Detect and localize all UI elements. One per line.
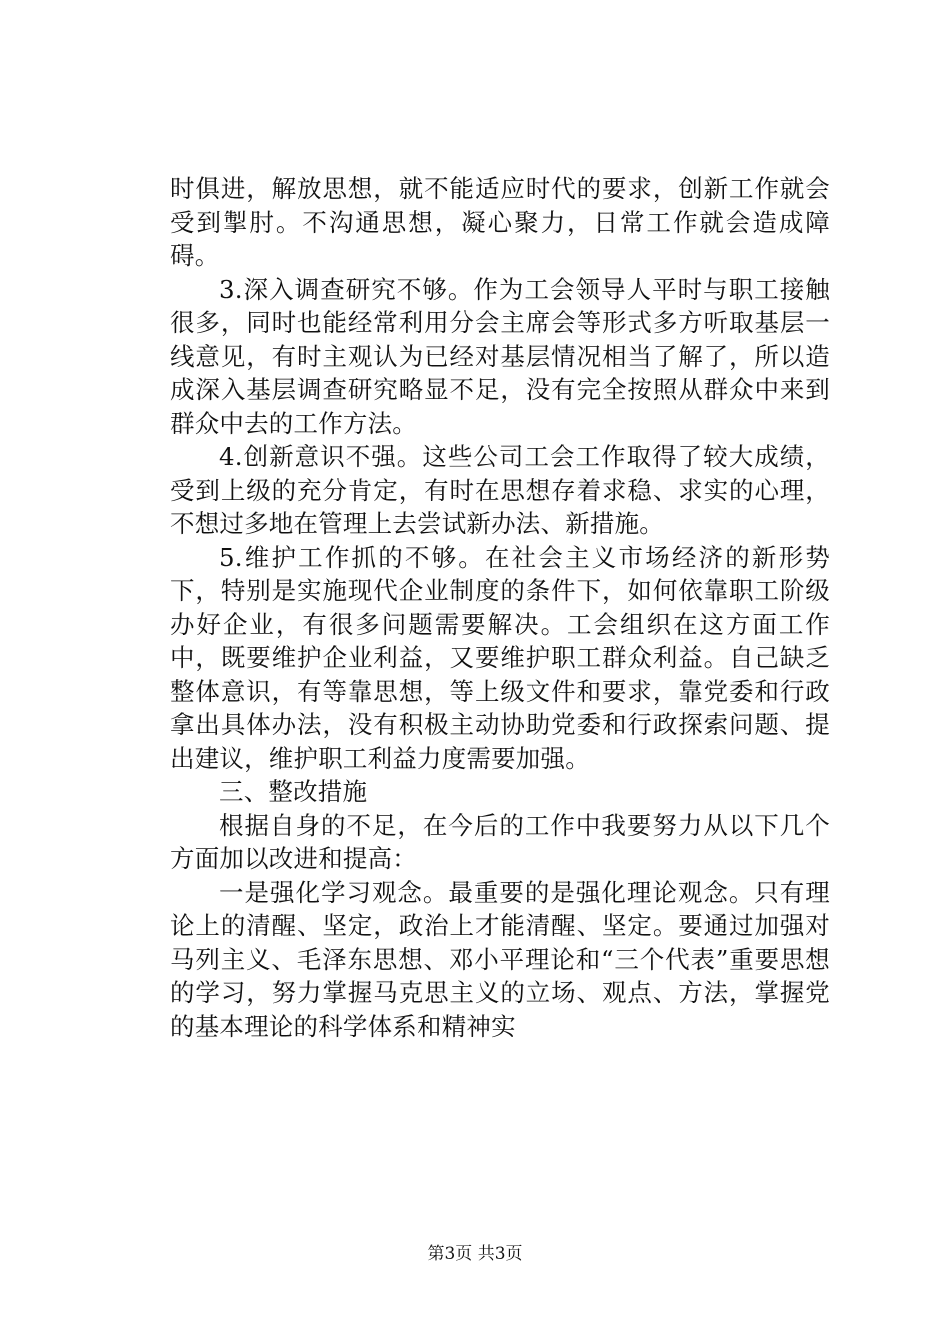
section-heading: 三、整改措施 [219, 777, 368, 806]
document-body [170, 172, 830, 1043]
paragraph-item-3: 3.深入调查研究不够。作为工会领导人平时与职工接触很多，同时也能经常利用分会主席会等形式多方听取基层一线意见，有时主观认为已经对基层情况相当了解了，所以造成深入基层调查研究略显不足，没有完全按照从群众中来到群众中去的工作方法。 [170, 274, 830, 438]
paragraph-intro: 根据自身的不足，在今后的工作中我要努力从以下几个方面加以改进和提高： [170, 810, 830, 873]
paragraph-measure-1: 一是强化学习观念。最重要的是强化理论观念。只有理论上的清醒、坚定，政治上才能清醒、坚定。要通过加强对马列主义、毛泽东思想、邓小平理论和“三个代表”重要思想的学习，努力掌握马克思主义的立场、观点、方法，掌握党的基本理论的科学体系和精神实 [170, 877, 830, 1041]
page-footer: 第3页 共3页 [427, 1244, 523, 1264]
paragraph-continuation: 时俱进，解放思想，就不能适应时代的要求，创新工作就会受到掣肘。不沟通思想，凝心聚力，日常工作就会造成障碍。 [170, 174, 830, 270]
paragraph-item-5: 5.维护工作抓的不够。在社会主义市场经济的新形势下，特别是实施现代企业制度的条件下，如何依靠职工阶级办好企业，有很多问题需要解决。工会组织在这方面工作中，既要维护企业利益，又要维护职工群众利益。自己缺乏整体意识，有等靠思想，等上级文件和要求，靠党委和行政拿出具体办法，没有积极主动协助党委和行政探索问题、提出建议，维护职工利益力度需要加强。 [170, 542, 830, 773]
paragraph-item-4: 4.创新意识不强。这些公司工会工作取得了较大成绩，受到上级的充分肯定，有时在思想存着求稳、求实的心理，不想过多地在管理上去尝试新办法、新措施。 [170, 442, 830, 538]
